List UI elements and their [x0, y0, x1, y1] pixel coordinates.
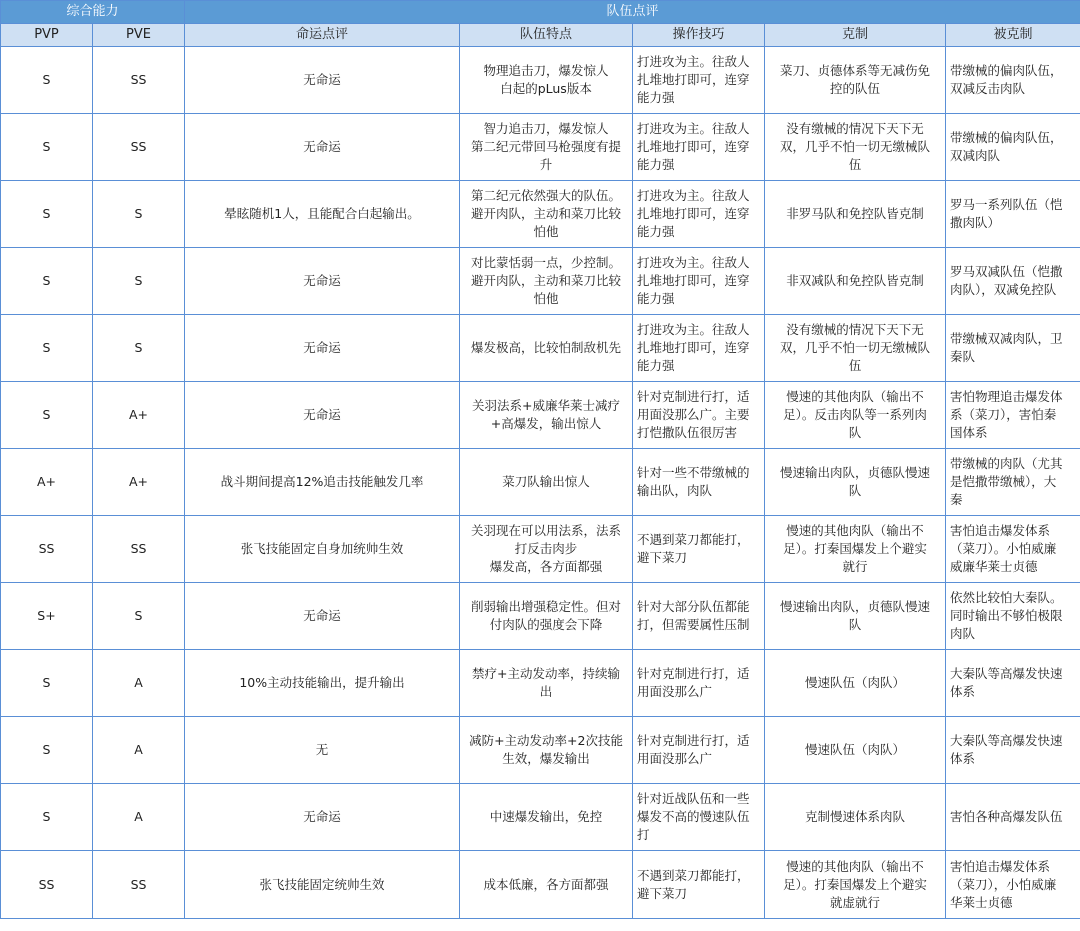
cell-traits: 削弱输出增强稳定性。但对 付肉队的强度会下降	[460, 583, 633, 650]
cell-countered: 害怕物理追击爆发体 系（菜刀），害怕秦 国体系	[946, 382, 1080, 449]
cell-pve: SS	[93, 114, 185, 181]
cell-counters: 菜刀、贞德体系等无减伤免 控的队伍	[765, 47, 946, 114]
cell-fate: 无命运	[185, 248, 460, 315]
cell-pve: SS	[93, 851, 185, 919]
cell-fate: 无	[185, 717, 460, 784]
table-row	[1, 315, 1080, 382]
cell-pve: SS	[93, 47, 185, 114]
cell-traits: 物理追击刀，爆发惊人 白起的pLus版本	[460, 47, 633, 114]
cell-fate: 10%主动技能输出，提升输出	[185, 650, 460, 717]
header-pvp: PVP	[1, 24, 93, 47]
cell-pve: A	[93, 650, 185, 717]
header-countered: 被克制	[946, 24, 1080, 47]
header-traits: 队伍特点	[460, 24, 633, 47]
cell-pve: A+	[93, 449, 185, 516]
cell-counters: 慢速的其他肉队（输出不 足）。打秦国爆发上个避实 就虚就行	[765, 851, 946, 919]
table-row	[1, 650, 1080, 717]
header-overall-ability: 综合能力	[1, 1, 185, 24]
cell-traits: 中速爆发输出，免控	[460, 784, 633, 851]
cell-pve: S	[93, 583, 185, 650]
cell-tips: 针对克制进行打，适 用面没那么广。主要 打恺撒队伍很厉害	[633, 382, 765, 449]
cell-fate: 无命运	[185, 47, 460, 114]
cell-pvp: S	[1, 717, 93, 784]
table-row	[1, 516, 1080, 583]
cell-tips: 打进攻为主。往敌人 扎堆地打即可，连穿 能力强	[633, 114, 765, 181]
cell-pvp: S	[1, 650, 93, 717]
cell-pvp: SS	[1, 851, 93, 919]
cell-countered: 带缴械的偏肉队伍， 双减肉队	[946, 114, 1080, 181]
cell-traits: 智力追击刀，爆发惊人 第二纪元带回马枪强度有提 升	[460, 114, 633, 181]
cell-pve: S	[93, 181, 185, 248]
table-row	[1, 784, 1080, 851]
cell-traits: 第二纪元依然强大的队伍。 避开肉队，主动和菜刀比较 怕他	[460, 181, 633, 248]
cell-traits: 对比蒙恬弱一点，少控制。 避开肉队，主动和菜刀比较 怕他	[460, 248, 633, 315]
cell-pvp: S	[1, 315, 93, 382]
cell-countered: 害怕追击爆发体系 （菜刀），小怕威廉 华莱士贞德	[946, 851, 1080, 919]
cell-counters: 慢速队伍（肉队）	[765, 650, 946, 717]
cell-fate: 张飞技能固定统帅生效	[185, 851, 460, 919]
cell-counters: 慢速队伍（肉队）	[765, 717, 946, 784]
cell-traits: 减防+主动发动率+2次技能 生效，爆发输出	[460, 717, 633, 784]
table-row	[1, 181, 1080, 248]
cell-tips: 打进攻为主。往敌人 扎堆地打即可，连穿 能力强	[633, 315, 765, 382]
cell-countered: 罗马一系列队伍（恺 撒肉队）	[946, 181, 1080, 248]
cell-countered: 大秦队等高爆发快速 体系	[946, 650, 1080, 717]
cell-tips: 打进攻为主。往敌人 扎堆地打即可，连穿 能力强	[633, 248, 765, 315]
table-body	[1, 47, 1080, 919]
cell-countered: 带缴械双减肉队，卫 秦队	[946, 315, 1080, 382]
cell-fate: 无命运	[185, 784, 460, 851]
header-counters: 克制	[765, 24, 946, 47]
cell-counters: 慢速输出肉队，贞德队慢速 队	[765, 449, 946, 516]
header-tips: 操作技巧	[633, 24, 765, 47]
cell-countered: 害怕追击爆发体系 （菜刀）。小怕威廉 威廉华莱士贞德	[946, 516, 1080, 583]
cell-countered: 罗马双减队伍（恺撒 肉队），双减免控队	[946, 248, 1080, 315]
cell-tips: 针对一些不带缴械的 输出队，肉队	[633, 449, 765, 516]
cell-pvp: S	[1, 382, 93, 449]
cell-fate: 无命运	[185, 382, 460, 449]
cell-countered: 依然比较怕大秦队。 同时输出不够怕极限 肉队	[946, 583, 1080, 650]
cell-traits: 关羽现在可以用法系，法系 打反击肉步 爆发高，各方面都强	[460, 516, 633, 583]
table-row	[1, 583, 1080, 650]
cell-pvp: S	[1, 784, 93, 851]
cell-countered: 害怕各种高爆发队伍	[946, 784, 1080, 851]
cell-counters: 慢速输出肉队，贞德队慢速 队	[765, 583, 946, 650]
cell-pve: A	[93, 717, 185, 784]
cell-counters: 非双减队和免控队皆克制	[765, 248, 946, 315]
cell-traits: 成本低廉，各方面都强	[460, 851, 633, 919]
cell-fate: 无命运	[185, 315, 460, 382]
cell-countered: 大秦队等高爆发快速 体系	[946, 717, 1080, 784]
cell-countered: 带缴械的肉队（尤其 是恺撒带缴械），大 秦	[946, 449, 1080, 516]
cell-tips: 打进攻为主。往敌人 扎堆地打即可，连穿 能力强	[633, 47, 765, 114]
cell-pvp: S	[1, 248, 93, 315]
cell-counters: 非罗马队和免控队皆克制	[765, 181, 946, 248]
table-row	[1, 717, 1080, 784]
cell-fate: 无命运	[185, 114, 460, 181]
cell-traits: 爆发极高，比较怕制敌机先	[460, 315, 633, 382]
header-fate: 命运点评	[185, 24, 460, 47]
cell-tips: 针对大部分队伍都能 打，但需要属性压制	[633, 583, 765, 650]
cell-pve: A	[93, 784, 185, 851]
cell-pvp: SS	[1, 516, 93, 583]
cell-counters: 没有缴械的情况下天下无 双，几乎不怕一切无缴械队 伍	[765, 114, 946, 181]
cell-pvp: S	[1, 114, 93, 181]
cell-fate: 张飞技能固定自身加统帅生效	[185, 516, 460, 583]
cell-tips: 针对克制进行打，适 用面没那么广	[633, 717, 765, 784]
cell-fate: 晕眩随机1人，且能配合白起输出。	[185, 181, 460, 248]
cell-fate: 无命运	[185, 583, 460, 650]
cell-tips: 打进攻为主。往敌人 扎堆地打即可，连穿 能力强	[633, 181, 765, 248]
cell-countered: 带缴械的偏肉队伍， 双减反击肉队	[946, 47, 1080, 114]
cell-pve: S	[93, 315, 185, 382]
table-row	[1, 114, 1080, 181]
cell-tips: 不遇到菜刀都能打， 避下菜刀	[633, 516, 765, 583]
cell-traits: 禁疗+主动发动率，持续输 出	[460, 650, 633, 717]
table-row	[1, 382, 1080, 449]
cell-tips: 针对克制进行打，适 用面没那么广	[633, 650, 765, 717]
table-row	[1, 248, 1080, 315]
cell-pve: SS	[93, 516, 185, 583]
table-row	[1, 851, 1080, 919]
cell-pvp: S	[1, 47, 93, 114]
cell-pvp: A+	[1, 449, 93, 516]
cell-tips: 不遇到菜刀都能打， 避下菜刀	[633, 851, 765, 919]
table-row	[1, 47, 1080, 114]
cell-pvp: S	[1, 181, 93, 248]
cell-traits: 菜刀队输出惊人	[460, 449, 633, 516]
header-team-review: 队伍点评	[185, 1, 1080, 24]
cell-counters: 克制慢速体系肉队	[765, 784, 946, 851]
cell-traits: 关羽法系+威廉华莱士减疗 +高爆发，输出惊人	[460, 382, 633, 449]
cell-counters: 慢速的其他肉队（输出不 足）。反击肉队等一系列肉 队	[765, 382, 946, 449]
header-pve: PVE	[93, 24, 185, 47]
cell-counters: 慢速的其他肉队（输出不 足）。打秦国爆发上个避实 就行	[765, 516, 946, 583]
table-row	[1, 449, 1080, 516]
cell-tips: 针对近战队伍和一些 爆发不高的慢速队伍 打	[633, 784, 765, 851]
cell-pvp: S+	[1, 583, 93, 650]
cell-pve: A+	[93, 382, 185, 449]
cell-fate: 战斗期间提高12%追击技能触发几率	[185, 449, 460, 516]
cell-counters: 没有缴械的情况下天下无 双，几乎不怕一切无缴械队 伍	[765, 315, 946, 382]
cell-pve: S	[93, 248, 185, 315]
